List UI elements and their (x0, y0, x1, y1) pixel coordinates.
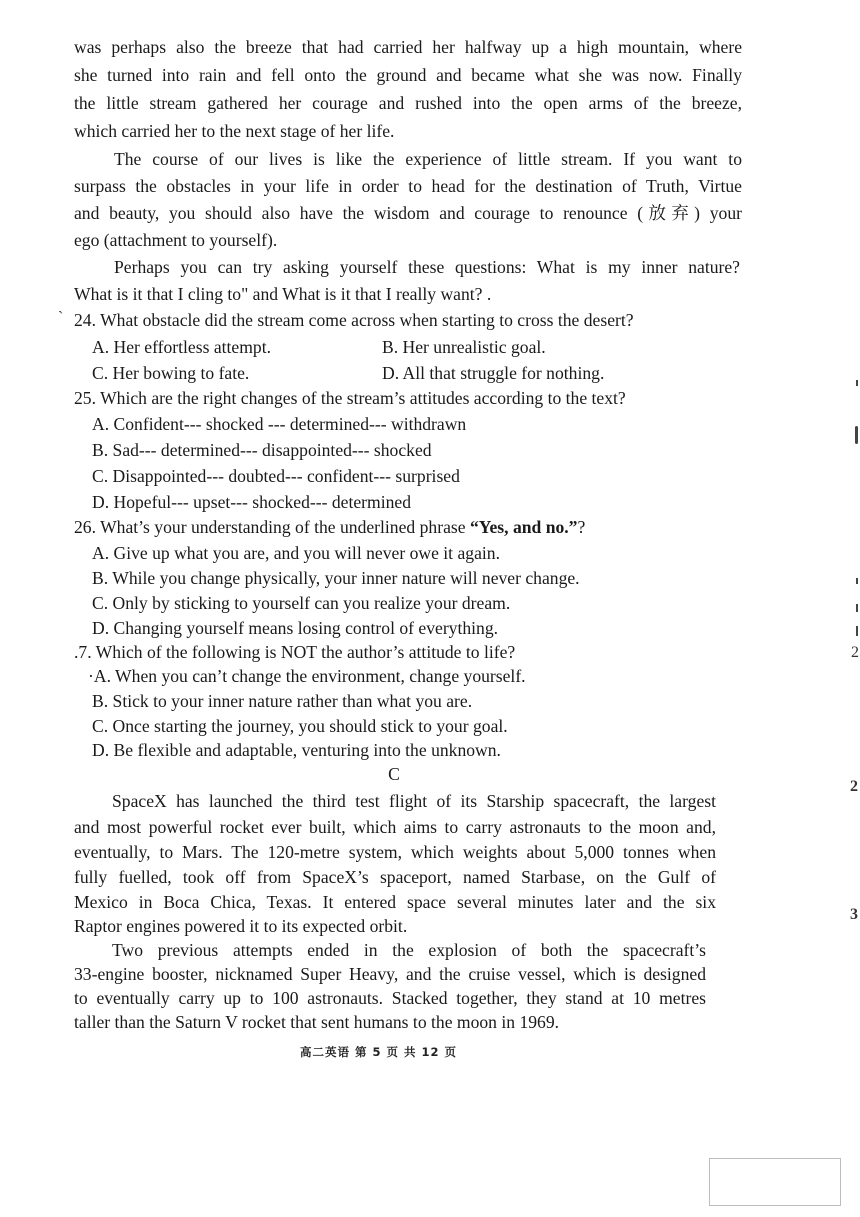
question-stem: 25. Which are the right changes of the stream’s attitudes according to the text? (74, 388, 626, 408)
option-d: D. Changing yourself means losing control of everything. (92, 618, 499, 638)
edge-mark (856, 578, 858, 584)
passage-line: Raptor engines powered it to its expected orbit. (74, 916, 408, 936)
passage-line: Mexico in Boca Chica, Texas. It entered space several minutes later and the six (74, 892, 716, 912)
passage-line: 33-engine booster, nicknamed Super Heavy, and the cruise vessel, which is designed (74, 964, 706, 984)
page-footer: 高二英语 第 5 页 共 12 页 (300, 1045, 458, 1059)
passage-line: eventually, to Mars. The 120-metre system, which weights about 5,000 tonnes when (74, 842, 716, 862)
underlined-phrase: “Yes, and no.” (469, 517, 578, 537)
passage-line: What is it that I cling to" and What is it that I really want? . (74, 284, 492, 304)
option-a: A. Give up what you are, and you will never owe it again. (92, 543, 500, 563)
margin-mark: ` (58, 309, 64, 326)
passage-line: Perhaps you can try asking yourself these questions: What is my inner nature? (114, 257, 740, 277)
passage-line: to eventually carry up to 100 astronauts. Stacked together, they stand at 10 metres (74, 988, 706, 1008)
option-b: B. Stick to your inner nature rather than what you are. (92, 691, 473, 711)
edge-number: 2 (850, 778, 858, 795)
option-d: D. All that struggle for nothing. (382, 363, 605, 383)
passage-line: fully fuelled, took off from SpaceX’s spaceport, named Starbase, on the Gulf of (74, 867, 716, 887)
edge-mark (856, 380, 858, 386)
option-c: C. Only by sticking to yourself can you realize your dream. (92, 593, 511, 613)
option-a: A. Confident--- shocked --- determined--- withdrawn (92, 414, 467, 434)
option-c: C. Disappointed--- doubted--- confident--- surprised (92, 466, 460, 486)
score-box (709, 1158, 841, 1206)
passage-line: and most powerful rocket ever built, which aims to carry astronauts to the moon and, (74, 817, 716, 837)
option-d: D. Be flexible and adaptable, venturing into the unknown. (92, 740, 501, 760)
option-b: B. Her unrealistic goal. (382, 337, 546, 357)
passage-line: SpaceX has launched the third test flight of its Starship spacecraft, the largest (112, 791, 716, 811)
passage-line: which carried her to the next stage of her life. (74, 121, 395, 141)
passage-line: and beauty, you should also have the wisdom and courage to renounce (放弃) your (74, 203, 742, 223)
question-stem-end: ? (577, 517, 586, 537)
passage-line: The course of our lives is like the experience of little stream. If you want to (114, 149, 742, 169)
passage-line: was perhaps also the breeze that had carried her halfway up a high mountain, where (74, 37, 742, 57)
edge-number: 3 (850, 906, 858, 923)
section-heading: C (388, 764, 400, 784)
option-b: B. While you change physically, your inner nature will never change. (92, 568, 580, 588)
passage-line: the little stream gathered her courage and rushed into the open arms of the breeze, (74, 93, 742, 113)
option-c: C. Her bowing to fate. (92, 363, 250, 383)
option-a: ·A. When you can’t change the environment, change yourself. (88, 666, 526, 686)
edge-number: 2 (851, 644, 859, 661)
question-stem: 24. What obstacle did the stream come across when starting to cross the desert? (74, 310, 634, 330)
question-stem-text: 26. What’s your understanding of the underlined phrase (74, 517, 470, 537)
option-b: B. Sad--- determined--- disappointed--- shocked (92, 440, 432, 460)
passage-line: Two previous attempts ended in the explosion of both the spacecraft’s (112, 940, 706, 960)
passage-line: taller than the Saturn V rocket that sent humans to the moon in 1969. (74, 1012, 560, 1032)
edge-mark (856, 626, 858, 636)
option-c: C. Once starting the journey, you should stick to your goal. (92, 716, 508, 736)
edge-mark (855, 426, 858, 444)
passage-line: she turned into rain and fell onto the ground and became what she was now. Finally (74, 65, 742, 85)
edge-mark (856, 604, 858, 612)
question-stem (74, 517, 585, 537)
question-stem: .7. Which of the following is NOT the author’s attitude to life? (74, 642, 516, 662)
option-a: A. Her effortless attempt. (92, 337, 271, 357)
passage-line: ego (attachment to yourself). (74, 230, 278, 250)
passage-line: surpass the obstacles in your life in order to head for the destination of Truth, Virtue (74, 176, 742, 196)
option-d: D. Hopeful--- upset--- shocked--- determined (92, 492, 412, 512)
